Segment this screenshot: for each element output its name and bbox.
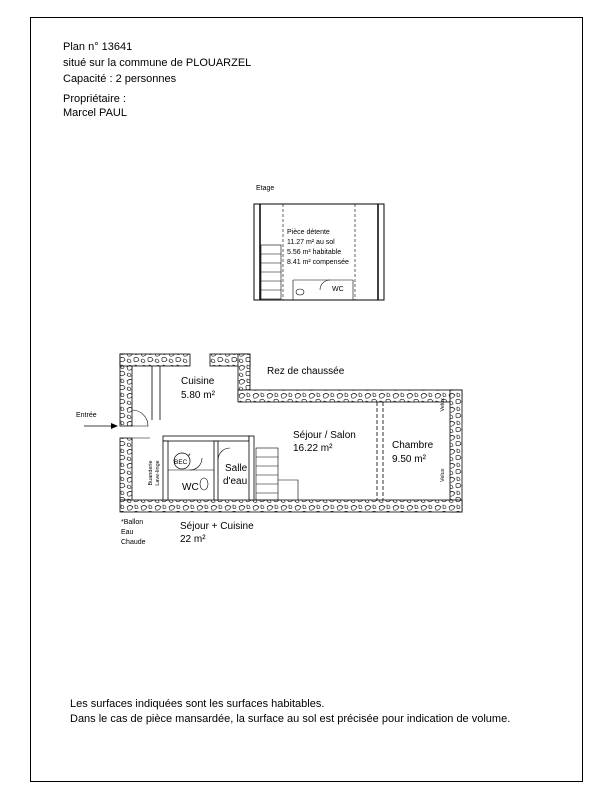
kitchen-name: Cuisine [181, 376, 215, 387]
location: situé sur la commune de PLOUARZEL [63, 57, 252, 69]
upper-floor-label: Etage [256, 185, 275, 192]
velux-label-2: Velux [440, 468, 446, 482]
entry-label: Entrée [76, 412, 97, 419]
legend-line3: Chaude [121, 539, 146, 546]
upper-room-name: Pièce détente [287, 229, 330, 236]
living-area: 16.22 m² [293, 443, 333, 454]
total-area: 22 m² [180, 534, 206, 545]
kitchen-area: 5.80 m² [181, 390, 215, 401]
entry-arrow [84, 423, 118, 429]
footer-line2: Dans le cas de pièce mansardée, la surface au sol est précisée pour indication de volume. [70, 713, 511, 725]
washer-sublabel: Lave-linge [155, 460, 161, 486]
bedroom-name: Chambre [392, 440, 434, 451]
total-label: Séjour + Cuisine [180, 521, 254, 532]
velux-label-1: Velux [440, 398, 446, 412]
ground-wc-label: WC [182, 482, 199, 493]
owner-name: Marcel PAUL [63, 107, 127, 119]
washer-label: Buanderie [148, 460, 154, 486]
legend-line2: Eau [121, 529, 134, 536]
water-heater-label: BEC [174, 459, 188, 466]
owner-label: Propriétaire : [63, 93, 126, 105]
upper-wc-label: WC [332, 286, 344, 293]
ground-floor-walls [120, 354, 462, 512]
capacity: Capacité : 2 personnes [63, 73, 177, 85]
living-name: Séjour / Salon [293, 430, 356, 441]
bedroom-area: 9.50 m² [392, 454, 426, 465]
upper-area-floor: 11.27 m² au sol [287, 239, 335, 246]
water-heater-mark: * [188, 453, 191, 460]
upper-area-habitable: 5.56 m² habitable [287, 249, 342, 256]
ground-floor-label: Rez de chaussée [267, 366, 345, 377]
plan-number: Plan n° 13641 [63, 41, 133, 53]
footer-line1: Les surfaces indiquées sont les surfaces habitables. [70, 698, 325, 710]
legend-line1: *Ballon [121, 519, 144, 526]
bathroom-name-line2: d'eau [223, 476, 248, 487]
upper-area-compensated: 8.41 m² compensée [287, 259, 349, 266]
bathroom-name-line1: Salle [225, 463, 248, 474]
